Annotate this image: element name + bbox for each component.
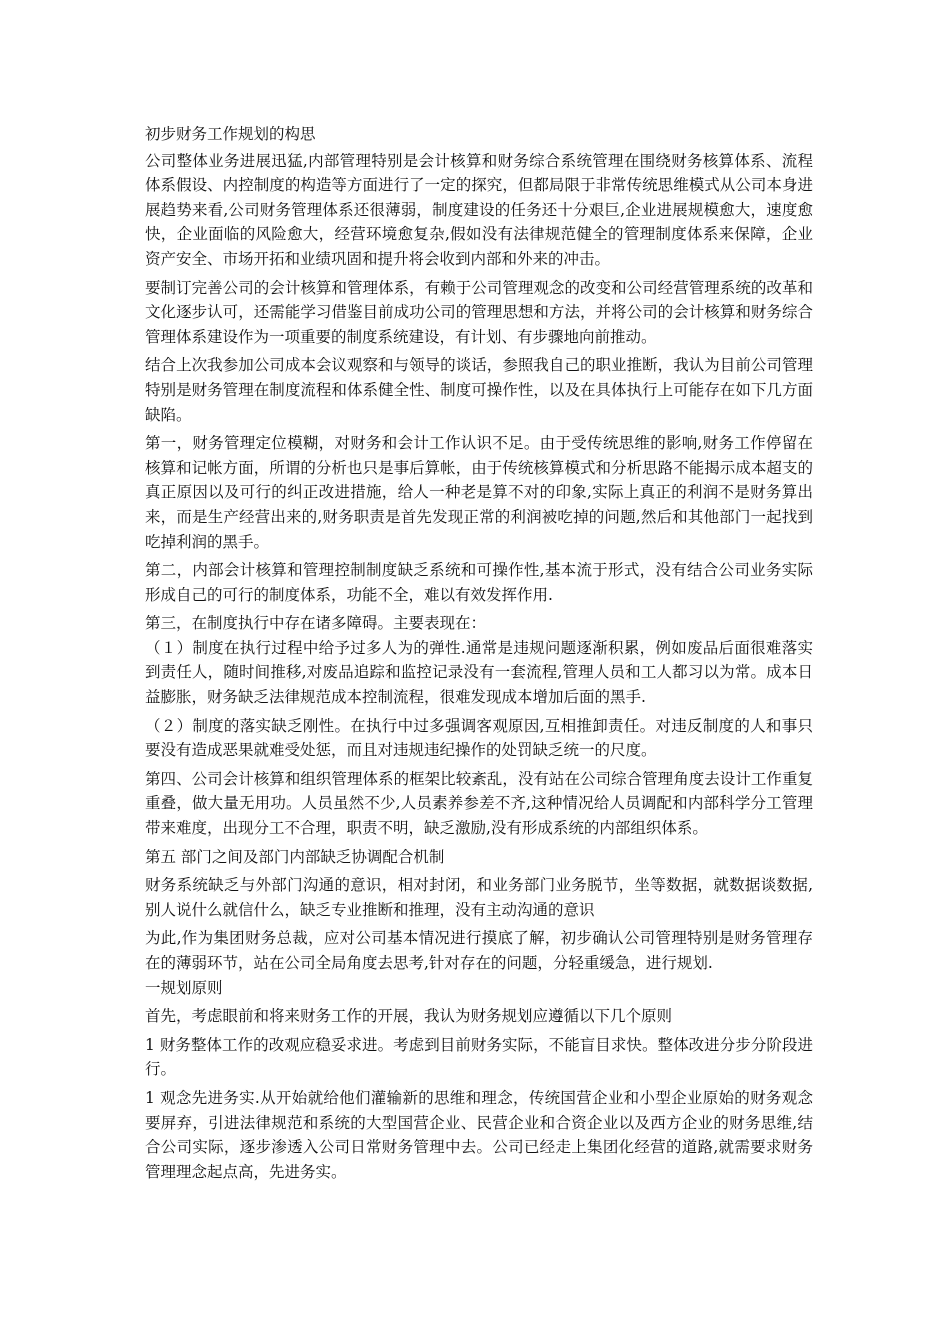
paragraph-issue-2: 第二，内部会计核算和管理控制制度缺乏系统和可操作性,基本流于形式，没有结合公司业务实际形成自己的可行的制度体系，功能不全，难以有效发挥作用.	[145, 561, 813, 604]
paragraph-principle-2: 1 观念先进务实.从开始就给他们灌输新的思维和理念，传统国营企业和小型企业原始的财务观念要屏弃，引进法律规范和系统的大型国营企业、民营企业和合资企业以及西方企业的财务思维,结合公司实际，逐步渗透入公司日常财务管理中去。公司已经走上集团化经营的道路,就需要求财务管理理念起点高，先进务实。	[145, 1088, 813, 1181]
section-heading-principles: 一规划原则	[145, 978, 223, 997]
paragraph-overview: 公司整体业务进展迅猛,内部管理特别是会计核算和财务综合系统管理在围绕财务核算体系、流程体系假设、内控制度的构造等方面进行了一定的探究，但都局限于非常传统思维模式从公司本身进展趋势来看,公司财务管理体系还很薄弱，制度建设的任务还十分艰巨,企业进展规模愈大，速度愈快，企业面临的风险愈大，经营环境愈复杂,假如没有法律规范健全的管理制度体系来保障，企业资产安全、市场开拓和业绩巩固和提升将会收到内部和外来的冲击。	[145, 151, 813, 268]
document-page	[145, 122, 813, 1184]
paragraph-issue-3: 第三，在制度执行中存在诸多障碍。主要表现在：	[145, 614, 487, 633]
paragraph-principles-intro: 首先，考虑眼前和将来财务工作的开展，我认为财务规划应遵循以下几个原则	[145, 1007, 673, 1026]
paragraph-conclusion: 为此,作为集团财务总裁，应对公司基本情况进行摸底了解，初步确认公司管理特别是财务管理存在的薄弱环节，站在公司全局角度去思考,针对存在的问题，分轻重缓急，进行规划.	[145, 929, 813, 972]
paragraph-issue-3-point-1: （１）制度在执行过程中给予过多人为的弹性.通常是违规问题逐渐积累，例如废品后面很难落实到责任人，随时间推移,对废品追踪和监控记录没有一套流程,管理人员和工人都习以为常。成本日益膨胀，财务缺乏法律规范成本控制流程，很难发现成本增加后面的黑手.	[145, 638, 813, 707]
paragraph-issue-4: 第四、公司会计核算和组织管理体系的框架比较紊乱，没有站在公司综合管理角度去设计工作重复重叠，做大量无用功。人员虽然不少,人员素养参差不齐,这种情况给人员调配和内部科学分工管理带来难度，出现分工不合理，职责不明，缺乏激励,没有形成系统的内部组织体系。	[145, 769, 813, 838]
paragraph-issue-5: 财务系统缺乏与外部门沟通的意识，相对封闭，和业务部门业务脱节，坐等数据，就数据谈数据,别人说什么就信什么，缺乏专业推断和推理，没有主动沟通的意识	[145, 876, 813, 919]
paragraph-principle-1: 1 财务整体工作的改观应稳妥求进。考虑到目前财务实际，不能盲目求快。整体改进分步分阶段进行。	[145, 1035, 813, 1079]
document-title: 初步财务工作规划的构思	[145, 125, 316, 143]
paragraph-issue-1: 第一，财务管理定位模糊，对财务和会计工作认识不足。由于受传统思维的影响,财务工作停留在核算和记帐方面，所谓的分析也只是事后算帐，由于传统核算模式和分析思路不能揭示成本超支的真正原因以及可行的纠正改进措施，给人一种老是算不对的印象,实际上真正的利润不是财务算出来，而是生产经营出来的,财务职责是首先发现正常的利润被吃掉的问题,然后和其他部门一起找到吃掉利润的黑手。	[145, 434, 813, 551]
paragraph-improvement: 要制订完善公司的会计核算和管理体系，有赖于公司管理观念的改变和公司经营管理系统的改革和文化逐步认可，还需能学习借鉴目前成功公司的管理思想和方法，并将公司的会计核算和财务综合管理体系建设作为一项重要的制度系统建设，有计划、有步骤地向前推动。	[145, 278, 813, 346]
paragraph-observation: 结合上次我参加公司成本会议观察和与领导的谈话，参照我自己的职业推断，我认为目前公司管理特别是财务管理在制度流程和体系健全性、制度可操作性，以及在具体执行上可能存在如下几方面缺陷。	[145, 356, 813, 424]
paragraph-issue-3-point-2: （２）制度的落实缺乏刚性。在执行中过多强调客观原因,互相推卸责任。对违反制度的人和事只要没有造成恶果就难受处惩，而且对违规违纪操作的处罚缺乏统一的尺度。	[145, 716, 813, 760]
paragraph-issue-5-heading: 第五 部门之间及部门内部缺乏协调配合机制	[145, 847, 445, 866]
